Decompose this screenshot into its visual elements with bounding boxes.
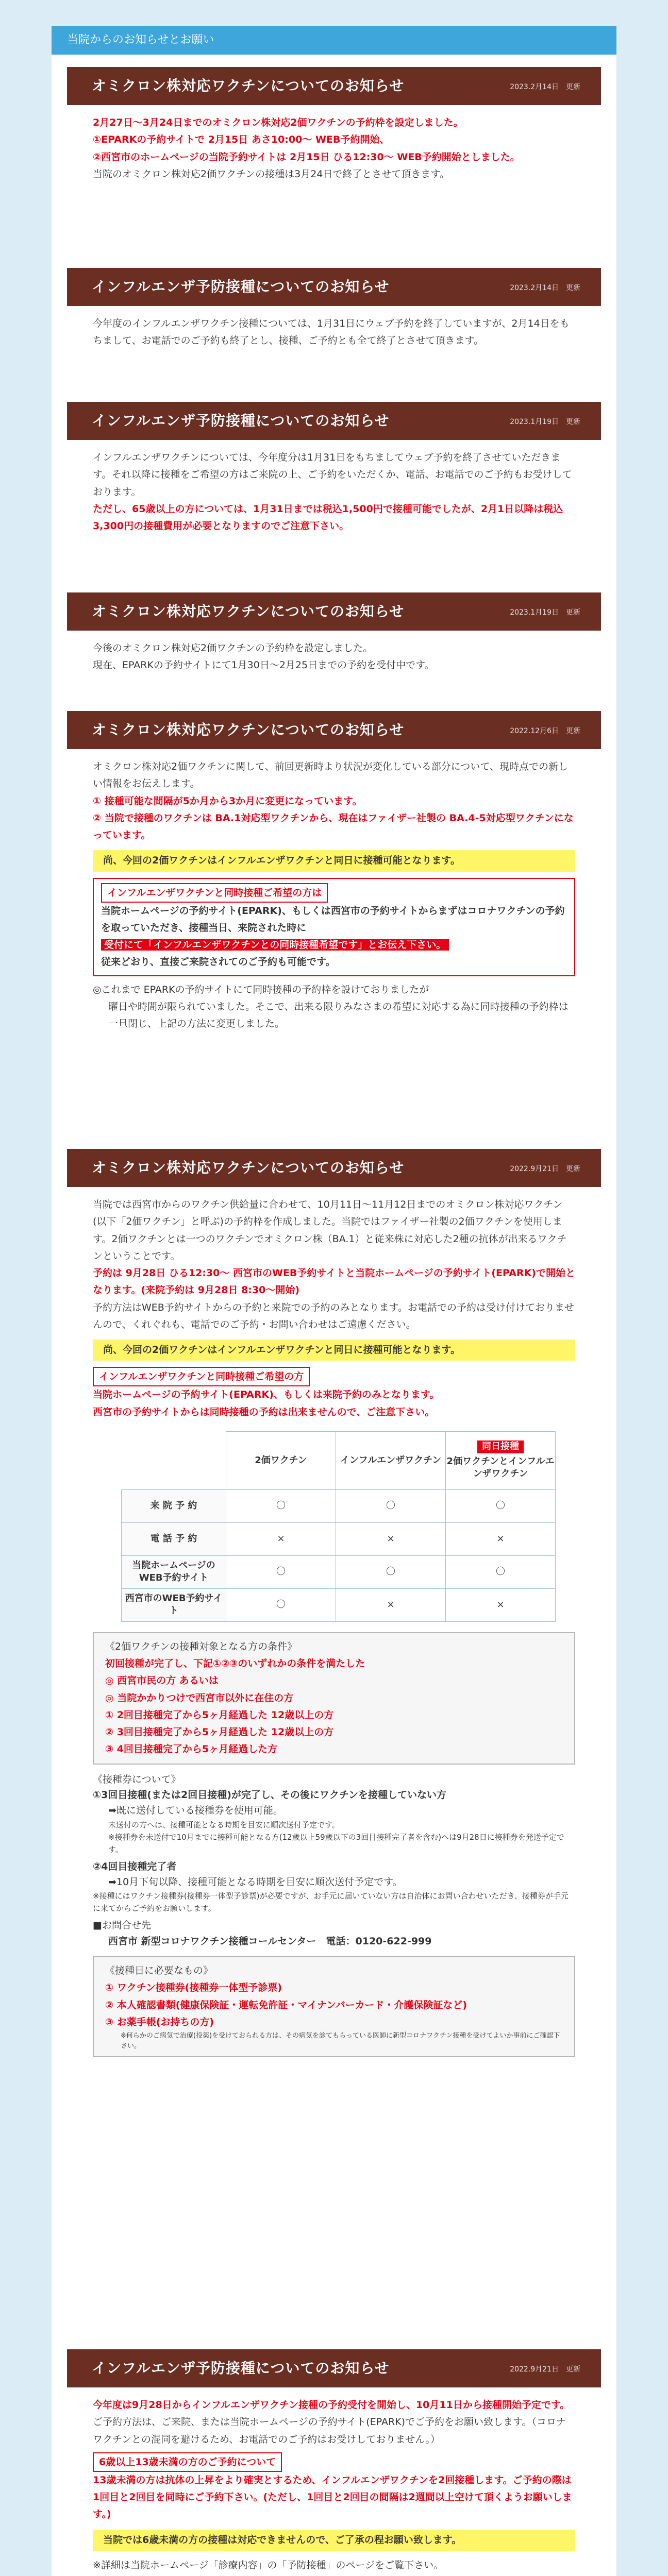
notice-text: ② 本人確認書類(健康保険証・運転免許証・マイナンバーカード・介護保険証など) (105, 1999, 467, 2011)
notice-text: ③ 4回目接種完了から5ヶ月経過した方 (105, 1743, 278, 1755)
notice-text: 予約は 9月28日 ひる12:30〜 西宮市のWEB予約サイトと当院ホームページの予約サイト(EPARK)で開始となります。(来院予約は 9月28日 8:30〜開始) (93, 1267, 575, 1296)
notice-text: 13歳未満の方は抗体の上昇をより確実とするため、インフルエンザワクチンを2回接種します。ご予約の際は1回目と2回目を同時にご予約下さい。(ただし、1回目と2回目の間隔は2週間以上空けて頂くようお願いします。) (93, 2474, 572, 2520)
table-row (122, 1489, 556, 1522)
notice-header (67, 1149, 601, 1187)
notice-text: ※詳細は当院ホームページ「診療内容」の「予防接種」のページをご覧下さい。 (93, 2559, 444, 2571)
table-corner (122, 1431, 226, 1489)
notice-date: 2023.1月19日 更新 (510, 608, 580, 617)
same-day-label: 同日接種 (477, 1440, 524, 1453)
notice-text: 今後のオミクロン株対応2価ワクチンの予約枠を設定しました。 (93, 642, 373, 654)
notice-banner: 尚、今回の2価ワクチンはインフルエンザワクチンと同日に接種可能となります。 (93, 850, 575, 871)
notice-text: ➡既に送付している接種券を使用可能。 (108, 1805, 283, 1817)
notice-header (67, 711, 601, 749)
notice-header (67, 268, 601, 306)
eligibility-box (93, 1632, 575, 1765)
same-day-box (93, 878, 575, 976)
notice-text: 2月27日〜3月24日までのオミクロン株対応2価ワクチンの予約枠を設定しました。 (93, 117, 463, 128)
table-cell: × (446, 1588, 556, 1621)
notice-title: オミクロン株対応ワクチンについてのお知らせ (92, 603, 405, 620)
table-cell: 〇 (336, 1489, 446, 1522)
notice-date: 2023.2月14日 更新 (510, 83, 580, 91)
notice-banner: 尚、今回の2価ワクチンはインフルエンザワクチンと同日に接種可能となります。 (93, 1340, 575, 1361)
notice-text: オミクロン株対応2価ワクチンに関して、前回更新時より状況が変化している部分について、現時点での新しい情報をお伝えします。 (93, 761, 569, 790)
notice-date: 2022.9月21日 更新 (510, 1165, 580, 1173)
notice-text: 当院ホームページの予約サイト(EPARK)、もしくは来院予約のみとなります。 (93, 1389, 440, 1401)
notice-text: ① 接種可能な間隔が5か月から3か月に変更になっています。 (93, 795, 362, 807)
col-header: インフルエンザワクチン (336, 1431, 446, 1489)
table-cell: 〇 (226, 1489, 336, 1522)
notice-text: 未送付の方へは、接種可能となる時期を目安に順次送付予定です。 (108, 1820, 340, 1829)
box-heading: 《2価ワクチンの接種対象となる方の条件》 (105, 1640, 297, 1652)
notice-omicron-20220921 (67, 1149, 601, 2064)
table-cell: × (446, 1522, 556, 1555)
notice-date: 2023.2月14日 更新 (510, 284, 580, 292)
notice-influenza-20220921 (67, 2349, 601, 2574)
table-cell: 〇 (446, 1489, 556, 1522)
notice-title: インフルエンザ予防接種についてのお知らせ (92, 2360, 390, 2377)
section-tag: インフルエンザワクチンと同時接種ご希望の方 (93, 1367, 310, 1386)
notice-text: ①EPARKの予約サイトで 2月15日 あさ10:00〜 WEB予約開始、 (93, 134, 390, 146)
table-row (122, 1555, 556, 1588)
notice-header (67, 402, 601, 440)
table-row (122, 1588, 556, 1621)
row-label: 電 話 予 約 (122, 1522, 226, 1555)
notice-text: ※接種にはワクチン接種券(接種券一体型予診票)が必要ですが、お手元に届いていない方は自治体にお問い合わせいただき、接種券が手元に来てからご予約をお願いします。 (93, 1891, 569, 1913)
notice-title: オミクロン株対応ワクチンについてのお知らせ (92, 721, 405, 738)
section-tag: インフルエンザワクチンと同時接種ご希望の方は (101, 883, 328, 903)
notice-text: ① 2回目接種完了から5ヶ月経過した 12歳以上の方 (105, 1709, 334, 1721)
page-title-bar (52, 26, 616, 55)
col-header-text: 2価ワクチンとインフルエンザワクチン (446, 1455, 555, 1479)
notice-text: ※接種券を未送付で10月までに接種可能となる方(12歳以上59歳以下の3回目接種完了者を含む)へは9月28日に接種券を発送予定です。 (108, 1832, 564, 1854)
notice-text: 当院では西宮市からのワクチン供給量に合わせて、10月11日〜11月12日までのオミクロン株対応ワクチン(以下「2価ワクチン」と呼ぶ)の予約枠を作成しました。当院ではファイザー社製の2価ワクチンを使用します。2価ワクチンとは一つのワクチンでオミクロン株（BA.1）と従来株に対応した2種の抗体が出来るワクチンということです。 (93, 1199, 567, 1262)
table-cell: × (336, 1522, 446, 1555)
notice-omicron-20230119 (67, 592, 601, 674)
notice-text: ① ワクチン接種券(接種券一体型予診票) (105, 1982, 282, 1994)
table-cell: 〇 (226, 1588, 336, 1621)
notice-omicron-20221206 (67, 711, 601, 1032)
notice-date: 2022.9月21日 更新 (510, 2365, 580, 2374)
notice-text: 当院のオミクロン株対応2価ワクチンの接種は3月24日で終了とさせて頂きます。 (93, 168, 449, 180)
table-cell: 〇 (336, 1555, 446, 1588)
table-cell: × (226, 1522, 336, 1555)
notice-influenza-20230119 (67, 402, 601, 535)
col-header (446, 1431, 556, 1489)
row-label: 来 院 予 約 (122, 1489, 226, 1522)
notice-header (67, 67, 601, 105)
row-label: 当院ホームページのWEB予約サイト (122, 1555, 226, 1588)
notice-header (67, 592, 601, 631)
row-label: 西宮市のWEB予約サイト (122, 1588, 226, 1621)
notice-text: ◎これまで EPARKの予約サイトにて同時接種の予約枠を設けておりましたが (93, 984, 429, 995)
notice-text: ①3回目接種(または2回目接種)が完了し、その後にワクチンを接種していない方 (93, 1789, 446, 1801)
table-cell: 〇 (446, 1555, 556, 1588)
page-title: 当院からのお知らせとお願い (67, 33, 214, 46)
notice-text: 当院ホームページの予約サイト(EPARK)、もしくは西宮市の予約サイトからまずはコロナワクチンの予約を取っていただき、接種当日、来院された時に (101, 905, 565, 934)
notice-text: ③ お薬手帳(お持ちの方) (105, 2016, 214, 2028)
table-row (122, 1522, 556, 1555)
notice-title: オミクロン株対応ワクチンについてのお知らせ (92, 1159, 405, 1176)
voucher-info (93, 1772, 575, 1950)
notice-text: ◎ 当院かかりつけで西宮市以外に在住の方 (105, 1692, 294, 1704)
bring-items-box (93, 1956, 575, 2057)
notice-header (67, 2349, 601, 2387)
notice-text: ② 当院で接種のワクチンは BA.1対応型ワクチンから、現在はファイザー社製の BA.4-5対応型ワクチンになっています。 (93, 812, 574, 841)
notice-text: 受付にて「インフルエンザワクチンとの同時接種希望です」とお伝え下さい。 (101, 939, 449, 951)
box-heading: 《接種日に必要なもの》 (105, 1965, 213, 1977)
notice-text: ただし、65歳以上の方については、1月31日までは税込1,500円で接種可能でしたが、2月1日以降は税込3,300円の接種費用が必要となりますのでご注意下さい。 (93, 503, 563, 532)
notice-text: 予約方法はWEB予約サイトからの予約と来院での予約のみとなります。お電話での予約は受け付けておりませんので、くれぐれも、電話でのご予約・お問い合わせはご遠慮ください。 (93, 1301, 574, 1330)
notice-title: インフルエンザ予防接種についてのお知らせ (92, 278, 390, 295)
notice-date: 2023.1月19日 更新 (510, 418, 580, 426)
notice-text: 現在、EPARKの予約サイトにて1月30日〜2月25日までの予約を受付中です。 (93, 659, 435, 671)
notice-text: ◎ 西宮市民の方 あるいは (105, 1675, 219, 1687)
notice-text: ② 3回目接種完了から5ヶ月経過した 12歳以上の方 (105, 1726, 334, 1738)
col-header: 2価ワクチン (226, 1431, 336, 1489)
notice-text: ■お問合せ先 (93, 1920, 151, 1931)
contact-phone: 西宮市 新型コロナワクチン接種コールセンター 電話：0120-622-999 (108, 1935, 432, 1947)
notice-text: 初回接種が完了し、下記①②③のいずれかの条件を満たした (105, 1658, 365, 1669)
notice-text: インフルエンザワクチンについては、今年度分は1月31日をもちましてウェブ予約を終了させていただきます。それ以降に接種をご希望の方はご来院の上、ご予約をいただくか、電話、お電話でのご予約もお受けしております。 (93, 452, 572, 498)
notice-text: 西宮市の予約サイトからは同時接種の予約は出来ませんので、ご注意下さい。 (93, 1406, 435, 1418)
notice-text: ②4回目接種完了者 (93, 1860, 177, 1872)
reservation-table (121, 1431, 556, 1622)
notice-text: 今年度は9月28日からインフルエンザワクチン接種の予約受付を開始し、10月11日から接種開始予定です。 (93, 2399, 570, 2411)
notice-title: オミクロン株対応ワクチンについてのお知らせ (92, 77, 405, 94)
table-cell: × (336, 1588, 446, 1621)
notice-text: ➡10月下旬以降、接種可能となる時期を目安に順次送付予定です。 (108, 1876, 403, 1888)
notice-text: 今年度のインフルエンザワクチン接種については、1月31日にウェブ予約を終了していますが、2月14日をもちまして、お電話でのご予約も終了とし、接種、ご予約とも全て終了とさせて頂きます。 (93, 318, 570, 347)
notice-title: インフルエンザ予防接種についてのお知らせ (92, 412, 390, 429)
notice-text: ※何らかのご病気で治療(投薬)を受けておられる方は、その病気を診てもらっている医師に新型コロナワクチン接種を受けてよいか事前にご確認下さい。 (121, 2032, 560, 2050)
notice-influenza-20230214 (67, 268, 601, 350)
notice-banner: 当院では6歳未満の方の接種は対応できませんので、ご了承の程お願い致します。 (93, 2530, 575, 2551)
notice-text: 従来どおり、直接ご来院されてのご予約も可能です。 (101, 956, 336, 968)
notice-omicron-20230214 (67, 67, 601, 183)
section-tag: 6歳以上13歳未満の方のご予約について (93, 2452, 282, 2472)
notice-text: 曜日や時間が限られていました。そこで、出来る限りみなさまの希望に対応する為に同時接種の予約枠は一旦閉じ、上記の方法に変更しました。 (108, 1001, 569, 1029)
notice-date: 2022.12月6日 更新 (510, 727, 580, 735)
notice-text: ご予約方法は、ご来院、または当院ホームページの予約サイト(EPARK)でご予約をお願い致します。（コロナワクチンとの混同を避けるため、お電話でのご予約はお受けしておりません。） (93, 2416, 566, 2445)
box-heading: 《接種券について》 (93, 1773, 181, 1785)
table-cell: 〇 (226, 1555, 336, 1588)
notice-text: ②西宮市のホームページの当院予約サイトは 2月15日 ひる12:30〜 WEB予約開始としました。 (93, 151, 520, 163)
